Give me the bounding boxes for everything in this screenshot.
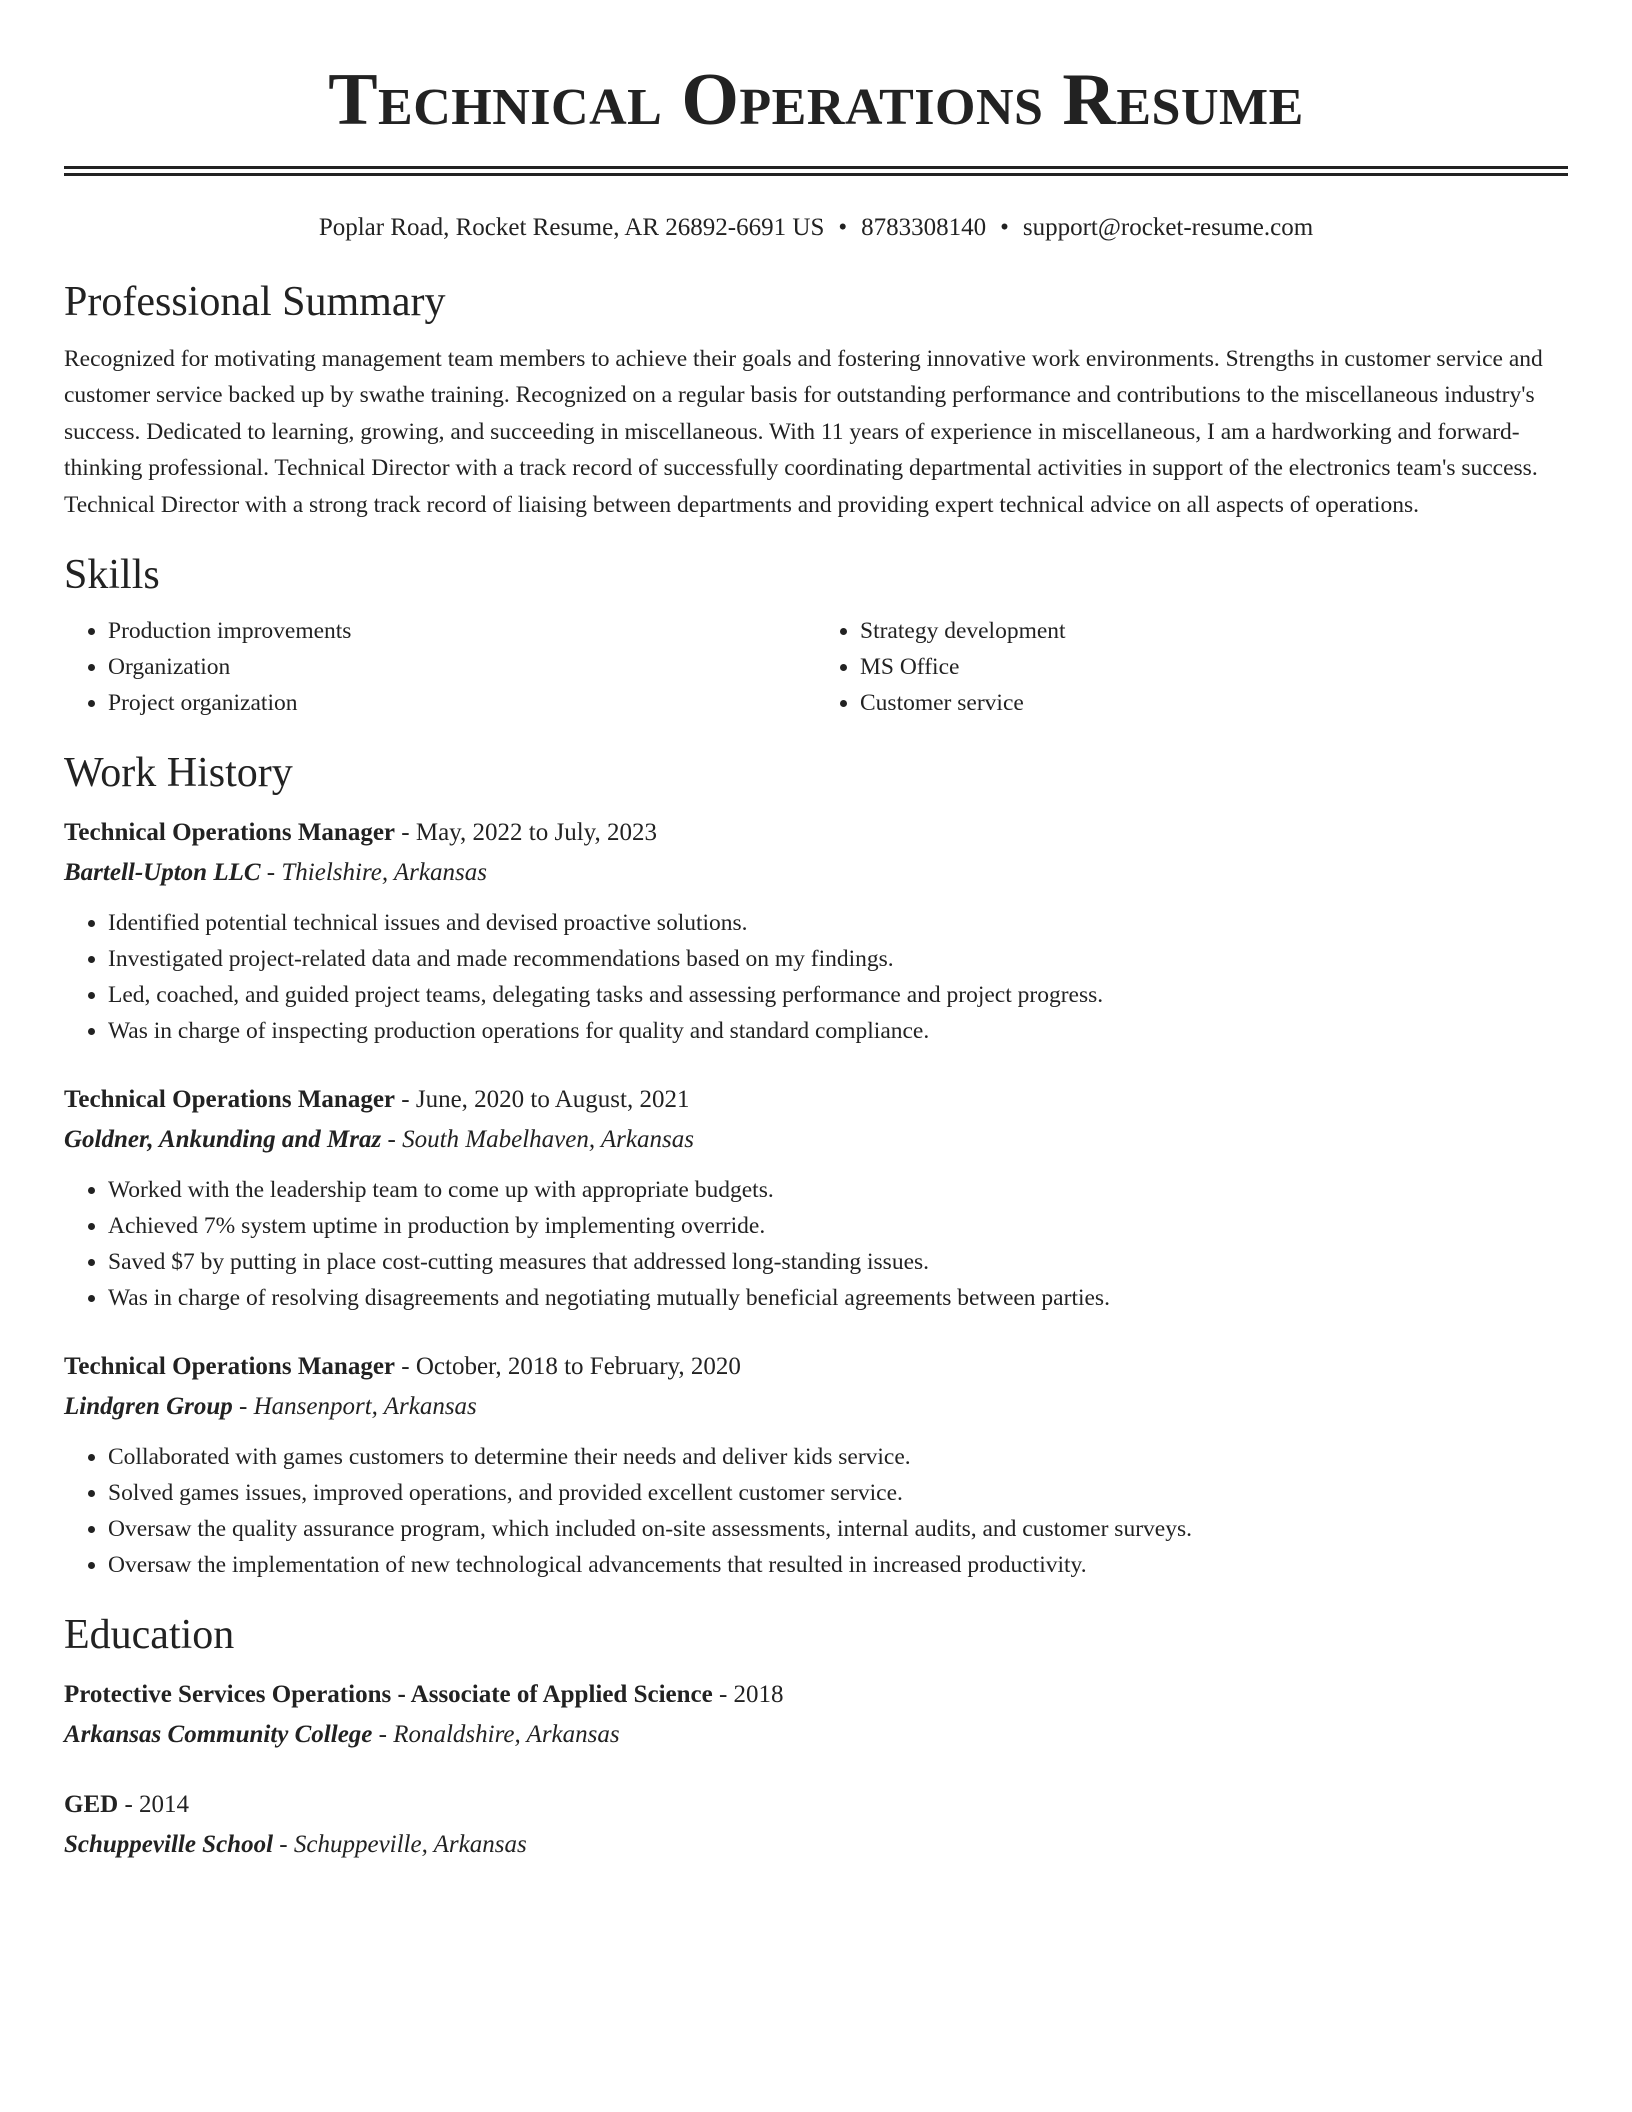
education-location: Ronaldshire, Arkansas <box>393 1721 620 1749</box>
education-degree: GED <box>64 1791 119 1819</box>
job-dates: June, 2020 to August, 2021 <box>415 1086 690 1114</box>
section-heading: Skills <box>64 552 160 599</box>
skills-list-right <box>816 613 1568 721</box>
education-school: Arkansas Community College <box>64 1721 373 1749</box>
job-location: Thielshire, Arkansas <box>281 859 487 887</box>
skills-section <box>64 549 1568 721</box>
job-role: Technical Operations Manager <box>64 1086 396 1114</box>
contact-phone: 8783308140 <box>861 214 987 241</box>
job-dates: October, 2018 to February, 2020 <box>415 1353 741 1381</box>
job-entry <box>64 1347 1568 1583</box>
job-bullet: • Saved $7 by putting in place cost-cutting measures that addressed long-standing issues. <box>108 1244 1568 1280</box>
job-bullet: • Achieved 7% system uptime in production by implementing override. <box>108 1208 1568 1244</box>
skill-item: • Customer service <box>860 685 1568 721</box>
job-bullet: • Collaborated with games customers to determine their needs and deliver kids service. <box>108 1439 1568 1475</box>
job-bullet: • Was in charge of resolving disagreements and negotiating mutually beneficial agreements between parties. <box>108 1280 1568 1316</box>
skill-item: • Strategy development <box>860 613 1568 649</box>
job-header: Technical Operations Manager - May, 2022 to July, 2023 <box>64 819 658 847</box>
job-bullets <box>64 1172 1568 1316</box>
job-bullet: • Oversaw the implementation of new technological advancements that resulted in increased productivity. <box>108 1547 1568 1583</box>
section-heading: Education <box>64 1612 235 1659</box>
contact-email: support@rocket-resume.com <box>1022 214 1314 241</box>
job-entry <box>64 1080 1568 1316</box>
job-company: Goldner, Ankunding and Mraz <box>64 1126 382 1154</box>
contact-separator: • <box>1000 214 1009 241</box>
education-school-line: Arkansas Community College - Ronaldshire, Arkansas <box>64 1721 620 1749</box>
title-double-rule <box>64 166 1568 176</box>
education-school: Schuppeville School <box>64 1831 274 1859</box>
contact-separator: • <box>838 214 848 241</box>
education-header: Protective Services Operations - Associate of Applied Science - 2018 <box>64 1681 784 1709</box>
summary-section <box>64 276 1568 523</box>
skills-columns <box>64 613 1568 721</box>
job-bullets <box>64 1439 1568 1583</box>
section-heading: Professional Summary <box>64 279 446 325</box>
job-bullets <box>64 905 1568 1049</box>
job-location: Hansenport, Arkansas <box>253 1393 477 1421</box>
education-section <box>64 1609 1568 1865</box>
education-school-line: Schuppeville School - Schuppeville, Arkansas <box>64 1831 527 1859</box>
job-bullet: • Solved games issues, improved operations, and provided excellent customer service. <box>108 1475 1568 1511</box>
job-entry <box>64 813 1568 1049</box>
education-entry <box>64 1675 1568 1755</box>
education-degree: Protective Services Operations - Associate of Applied Science <box>64 1681 713 1709</box>
contact-line <box>64 212 1568 244</box>
education-location: Schuppeville, Arkansas <box>293 1831 527 1859</box>
education-header: GED - 2014 <box>64 1791 190 1819</box>
skill-item: • Organization <box>108 649 816 685</box>
job-bullet: • Led, coached, and guided project teams, delegating tasks and assessing performance and project progress. <box>108 977 1568 1013</box>
job-company-line: Goldner, Ankunding and Mraz - South Mabelhaven, Arkansas <box>64 1126 694 1154</box>
job-company-line: Bartell-Upton LLC - Thielshire, Arkansas <box>64 859 487 887</box>
section-heading: Work History <box>64 750 293 797</box>
job-location: South Mabelhaven, Arkansas <box>402 1126 694 1154</box>
resume-title: Technical Operations Resume <box>328 59 1304 141</box>
job-bullet: • Investigated project-related data and made recommendations based on my findings. <box>108 941 1568 977</box>
job-header: Technical Operations Manager - June, 2020 to August, 2021 <box>64 1086 690 1114</box>
skill-item: • MS Office <box>860 649 1568 685</box>
job-role: Technical Operations Manager <box>64 819 396 847</box>
job-bullet: • Worked with the leadership team to come up with appropriate budgets. <box>108 1172 1568 1208</box>
education-entry <box>64 1785 1568 1865</box>
resume-page <box>64 0 1568 1865</box>
skills-list-left <box>64 613 816 721</box>
work-history-section <box>64 747 1568 1583</box>
education-year: 2018 <box>733 1681 784 1709</box>
job-company-line: Lindgren Group - Hansenport, Arkansas <box>64 1393 477 1421</box>
job-dates: May, 2022 to July, 2023 <box>415 819 658 847</box>
education-year: 2014 <box>139 1791 190 1819</box>
job-bullet: • Identified potential technical issues and devised proactive solutions. <box>108 905 1568 941</box>
job-company: Lindgren Group <box>64 1393 233 1421</box>
job-bullet: • Was in charge of inspecting production operations for quality and standard compliance. <box>108 1013 1568 1049</box>
job-company: Bartell-Upton LLC <box>64 859 261 887</box>
contact-address: Poplar Road, Rocket Resume, AR 26892-6691 US <box>318 214 825 241</box>
skill-item: • Production improvements <box>108 613 816 649</box>
summary-text: Recognized for motivating management team members to achieve their goals and fostering innovative work environments. Strengths in customer service and customer service backed up by swathe training. Recognized on a regular basis for outstanding performance and contributions to the miscellaneous industry's success. Dedicated to learning, growing, and succeeding in miscellaneous. With 11 years of experience in miscellaneous, I am a hardworking and forward-thinking professional. Technical Director with a track record of successfully coordinating departmental activities in support of the electronics team's success. Technical Director with a strong track record of liaising between departments and providing expert technical advice on all aspects of operations. <box>64 346 1543 518</box>
job-role: Technical Operations Manager <box>64 1353 396 1381</box>
job-header: Technical Operations Manager - October, 2018 to February, 2020 <box>64 1353 741 1381</box>
skill-item: • Project organization <box>108 685 816 721</box>
job-bullet: • Oversaw the quality assurance program, which included on-site assessments, internal audits, and customer surveys. <box>108 1511 1568 1547</box>
